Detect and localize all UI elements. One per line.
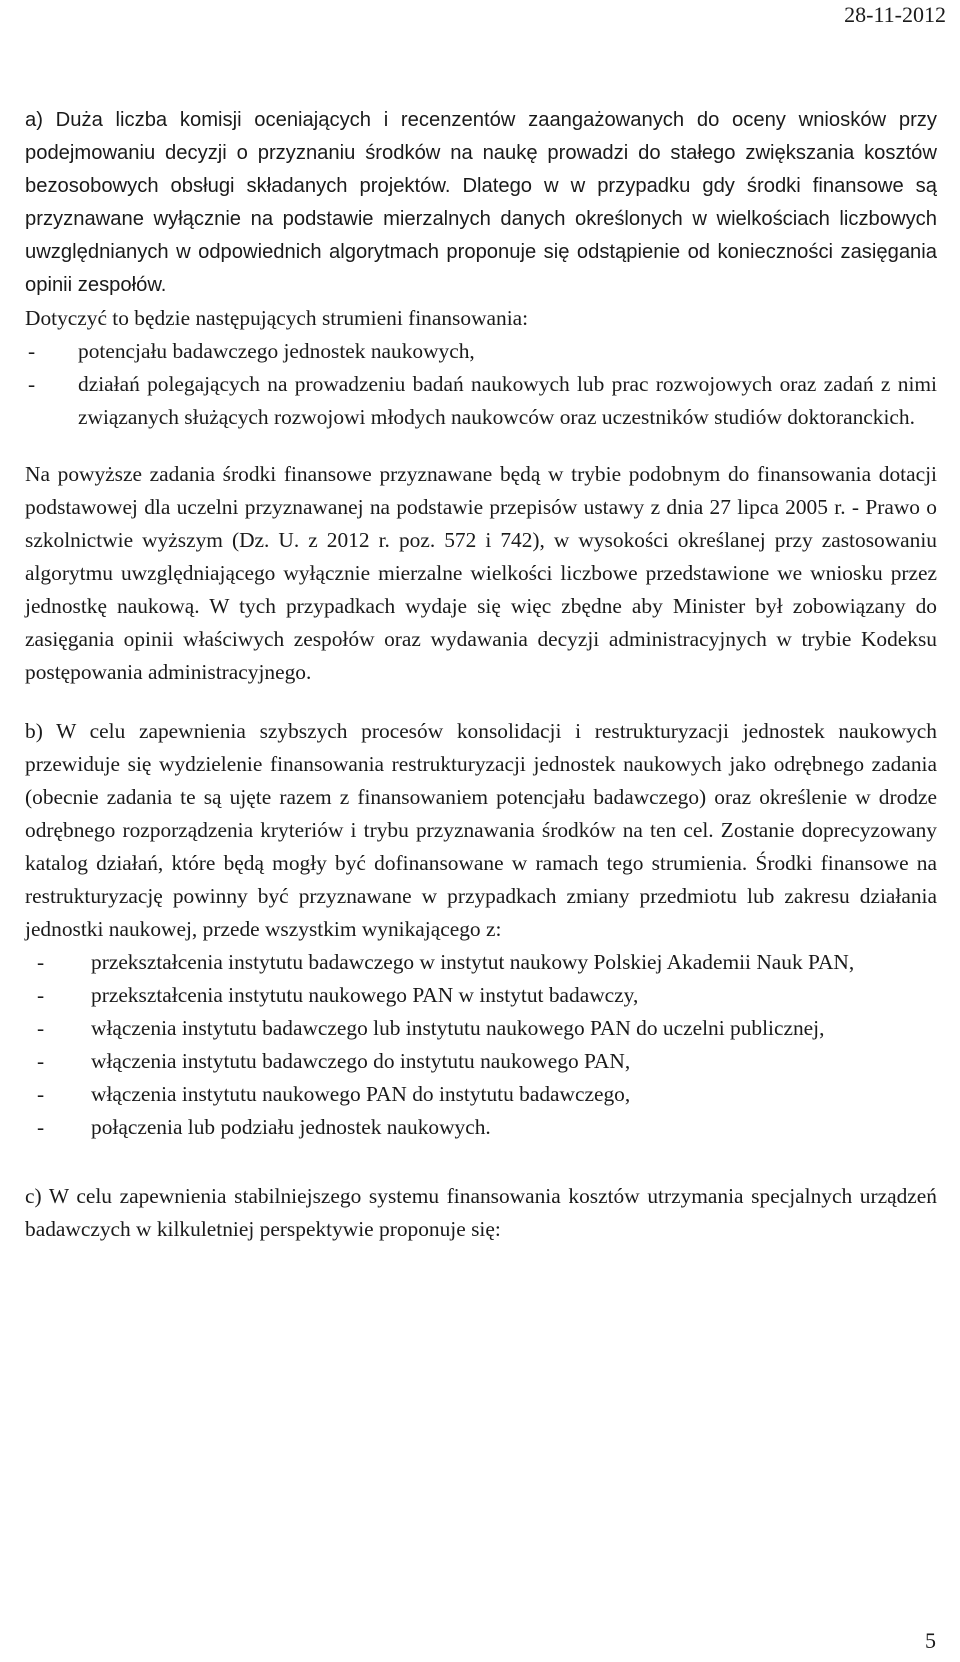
section-a-paragraph: a) Duża liczba komisji oceniających i recenzentów zaangażowanych do oceny wniosków przy podejmowaniu decyzji o przyznaniu środków na naukę prowadzi do stałego zwiększania kosztów bezosobowych obsługi składanych projektów. Dlatego w w przypadku gdy środki finansowe są przyznawane wyłącznie na podstawie mierzalnych danych określonych w wielkościach liczbowych uwzględnianych w odpowiednich algorytmach proponuje się odstąpienie od konieczności zasięgania opinii zespołów. — [25, 109, 937, 296]
section-a-list-intro: Dotyczyć to będzie następujących strumieni finansowania: — [25, 306, 529, 330]
list-item: - włączenia instytutu badawczego do instytutu naukowego PAN, — [37, 1049, 631, 1073]
page-number: 5 — [925, 1628, 936, 1653]
section-c-paragraph: c) W celu zapewnienia stabilniejszego systemu finansowania kosztów utrzymania specjalnych urządzeń badawczych w kilkuletniej perspektywie proponuje się: — [25, 1184, 937, 1241]
list-item: - połączenia lub podziału jednostek naukowych. — [37, 1115, 491, 1139]
list-item: - przekształcenia instytutu naukowego PAN w instytut badawczy, — [37, 983, 639, 1007]
list-item: - działań polegających na prowadzeniu badań naukowych lub prac rozwojowych oraz zadań z nimi związanych służących rozwojowi młodych naukowców oraz uczestników studiów doktoranckich. — [28, 372, 937, 429]
list-item: - potencjału badawczego jednostek naukowych, — [28, 339, 475, 363]
document-body — [25, 104, 937, 1246]
document-date: 28-11-2012 — [844, 2, 946, 27]
section-a-paragraph-2: Na powyższe zadania środki finansowe przyznawane będą w trybie podobnym do finansowania dotacji podstawowej dla uczelni przyznawanej na podstawie przepisów ustawy z dnia 27 lipca 2005 r. - Prawo o szkolnictwie wyższym (Dz. U. z 2012 r. poz. 572 i 742), w wysokości określanej przy zastosowaniu algorytmu uwzględniającego wyłącznie mierzalne wielkości liczbowe przedstawione we wniosku przez jednostkę naukową. W tych przypadkach wydaje się więc zbędne aby Minister był zobowiązany do zasięgania opinii właściwych zespołów oraz wydawania decyzji administracyjnych w trybie Kodeksu postępowania administracyjnego. — [25, 462, 937, 684]
list-item: - włączenia instytutu badawczego lub instytutu naukowego PAN do uczelni publicznej, — [37, 1016, 825, 1040]
section-b-paragraph: b) W celu zapewnienia szybszych procesów konsolidacji i restrukturyzacji jednostek naukowych przewiduje się wydzielenie finansowania restrukturyzacji jednostek naukowych jako odrębnego zadania (obecnie zadania te są ujęte razem z finansowaniem potencjału badawczego) oraz określenie w drodze odrębnego rozporządzenia kryteriów i trybu przyznawania środków na ten cel. Zostanie doprecyzowany katalog działań, które będą mogły być dofinansowane w ramach tego strumienia. Środki finansowe na restrukturyzację powinny być przyznawane w przypadkach zmiany przedmiotu lub zakresu działania jednostki naukowej, przede wszystkim wynikającego z: — [25, 719, 937, 941]
list-item: - włączenia instytutu naukowego PAN do instytutu badawczego, — [37, 1082, 631, 1106]
section-a-list — [25, 335, 937, 434]
section-b-list — [25, 946, 937, 1144]
list-item: - przekształcenia instytutu badawczego w instytut naukowy Polskiej Akademii Nauk PAN, — [37, 950, 855, 974]
